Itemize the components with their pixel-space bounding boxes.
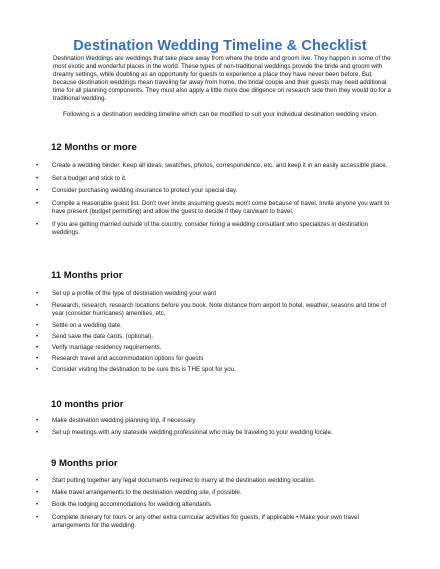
checklist-item xyxy=(36,501,396,509)
checklist-item xyxy=(36,175,396,183)
checklist-item-text: Verify marriage residency requirements. xyxy=(52,344,162,351)
checklist xyxy=(36,162,396,237)
checklist-item-text: Complete itinerary for tours or any other extra curricular activities for guests, if applicable • Make your own travel arrangements for the wedding. xyxy=(52,514,359,529)
checklist xyxy=(36,290,396,374)
checklist-item-text: Set up meetings with any stateside wedding professional who may be traveling to your wedding locale. xyxy=(52,429,333,436)
bullet: • xyxy=(36,429,39,436)
checklist-item xyxy=(36,221,396,237)
bullet: • xyxy=(36,489,39,496)
section-heading: 10 months prior xyxy=(51,399,124,410)
bullet: • xyxy=(36,302,39,309)
checklist-item-text: Make travel arrangements to the destination wedding site, if possible. xyxy=(52,489,242,496)
checklist-item xyxy=(36,187,396,195)
checklist-item xyxy=(36,514,396,530)
bullet: • xyxy=(36,175,39,182)
checklist-item xyxy=(36,344,396,352)
bullet: • xyxy=(36,417,39,424)
checklist-item-text: Book the lodging accommodations for wedding attendants xyxy=(52,501,211,508)
bullet: • xyxy=(36,366,39,373)
bullet: • xyxy=(36,344,39,351)
checklist-item xyxy=(36,355,396,363)
checklist-item xyxy=(36,417,396,425)
checklist-item xyxy=(36,477,396,485)
checklist-item xyxy=(36,489,396,497)
section-heading: 12 Months or more xyxy=(51,142,137,153)
bullet: • xyxy=(36,221,39,228)
bullet: • xyxy=(36,187,39,194)
checklist-item-text: Send save the date cards. (optional). xyxy=(52,333,154,340)
checklist-item xyxy=(36,200,396,216)
checklist-item-text: Compile a reasonable guest list. Don't over invite assuming guests won't come because of travel. Invite anyone you want to have present (budget permitting) and allow the guest to decide if they can/want to travel. xyxy=(52,200,390,215)
checklist-item xyxy=(36,162,396,170)
bullet: • xyxy=(36,355,39,362)
checklist-item-text: Set up a profile of the type of destination wedding your want xyxy=(52,290,217,297)
checklist-item xyxy=(36,429,396,437)
checklist-item xyxy=(36,290,396,298)
checklist-item-text: Settle on a wedding date. xyxy=(52,322,122,329)
intro-note: Following is a destination wedding timeline which can be modified to suit your individual destination wedding vision. xyxy=(63,111,379,118)
bullet: • xyxy=(36,290,39,297)
checklist-item-text: If you are getting married outside of the country, consider hiring a wedding consultant who specializes in destination weddings. xyxy=(52,221,368,236)
bullet: • xyxy=(36,322,39,329)
bullet: • xyxy=(36,200,39,207)
checklist-item-text: Make destination wedding planning trip, if necessary xyxy=(52,417,196,424)
intro-paragraph: Destination Weddings are weddings that take place away from where the bride and groom live. They happen in some of the most exotic and wonderful places in the world. These types of non-traditional weddings provide the bride and groom with dreamy settings, while doubling as an opportunity for guests to experience a place they have never been before. But, because destination weddings mean traveling far away from home, the bridal couple and their guests may need additional time for all planning components. They must also apply a little more due diligence on research side then they would do for a traditional wedding. xyxy=(53,55,391,103)
checklist xyxy=(36,417,396,437)
section-heading: 9 Months prior xyxy=(51,458,118,469)
checklist-item xyxy=(36,333,396,341)
checklist-item-text: Create a wedding binder. Keep all ideas, swatches, photos, correspondence, etc. and keep it in an easily accessible place. xyxy=(52,162,388,169)
checklist-item-text: Start putting together any legal documents required to marry at the destination wedding location. xyxy=(52,477,316,484)
bullet: • xyxy=(36,162,39,169)
checklist-item xyxy=(36,322,396,330)
checklist-item xyxy=(36,366,396,374)
checklist-item xyxy=(36,302,396,318)
section-heading: 11 Months prior xyxy=(51,270,123,281)
bullet: • xyxy=(36,501,39,508)
checklist-item-text: Research, research, research locations before you book. Note distance from airport to hotel, weather, seasons and time of year (consider hurricanes) amenities, etc. xyxy=(52,302,387,317)
checklist-item-text: Research travel and accommodation options for guests xyxy=(52,355,204,362)
bullet: • xyxy=(36,514,39,521)
bullet: • xyxy=(36,333,39,340)
document-title: Destination Wedding Timeline & Checklist xyxy=(73,38,367,54)
checklist-item-text: Consider visiting the destination to be sure this is THE spot for you. xyxy=(52,366,236,373)
checklist-item-text: Set a budget and stick to it. xyxy=(52,175,127,182)
checklist-item-text: Consider purchasing wedding insurance to protect your special day. xyxy=(52,187,238,194)
checklist xyxy=(36,477,396,530)
bullet: • xyxy=(36,477,39,484)
